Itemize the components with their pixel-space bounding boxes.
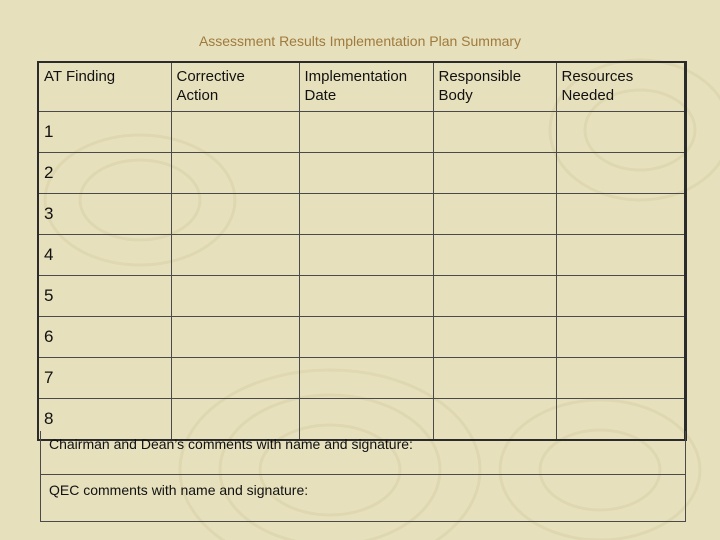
chairman-dean-comments-label: Chairman and Dean’s comments with name and signature: [49,436,413,452]
row-number: 2 [38,153,171,194]
row-number: 5 [38,276,171,317]
table-header-row [38,62,685,112]
corrective-action-cell[interactable] [171,317,299,358]
table-row [38,153,685,194]
column-header-at-finding: AT Finding [38,62,171,112]
table-row [38,276,685,317]
implementation-date-cell[interactable] [299,235,433,276]
responsible-body-cell[interactable] [433,112,556,153]
corrective-action-cell[interactable] [171,153,299,194]
responsible-body-cell[interactable] [433,276,556,317]
implementation-date-cell[interactable] [299,153,433,194]
resources-needed-cell[interactable] [556,194,685,235]
column-header-implementation-date: Implementation Date [299,62,433,112]
implementation-date-cell[interactable] [299,276,433,317]
table-row [38,112,685,153]
responsible-body-cell[interactable] [433,235,556,276]
responsible-body-cell[interactable] [433,153,556,194]
column-header-resources-needed: Resources Needed [556,62,685,112]
implementation-plan-table [37,61,687,441]
implementation-date-cell[interactable] [299,317,433,358]
qec-comments[interactable] [41,475,685,521]
row-number: 1 [38,112,171,153]
implementation-date-cell[interactable] [299,194,433,235]
row-number: 6 [38,317,171,358]
resources-needed-cell[interactable] [556,153,685,194]
corrective-action-cell[interactable] [171,235,299,276]
corrective-action-cell[interactable] [171,276,299,317]
implementation-date-cell[interactable] [299,358,433,399]
corrective-action-cell[interactable] [171,358,299,399]
chairman-dean-comments[interactable] [41,431,685,475]
table-row [38,194,685,235]
row-number: 3 [38,194,171,235]
corrective-action-cell[interactable] [171,112,299,153]
comments-section [40,431,686,522]
row-number: 4 [38,235,171,276]
resources-needed-cell[interactable] [556,317,685,358]
implementation-date-cell[interactable] [299,112,433,153]
column-header-corrective-action: Corrective Action [171,62,299,112]
table-row [38,358,685,399]
corrective-action-cell[interactable] [171,194,299,235]
page-title: Assessment Results Implementation Plan Summary [198,33,522,49]
row-number: 7 [38,358,171,399]
resources-needed-cell[interactable] [556,358,685,399]
resources-needed-cell[interactable] [556,235,685,276]
resources-needed-cell[interactable] [556,276,685,317]
responsible-body-cell[interactable] [433,317,556,358]
responsible-body-cell[interactable] [433,358,556,399]
qec-comments-label: QEC comments with name and signature: [49,482,309,498]
row-number: 8 [38,399,171,441]
table-row [38,317,685,358]
responsible-body-cell[interactable] [433,194,556,235]
table-row [38,235,685,276]
column-header-responsible-body: Responsible Body [433,62,556,112]
resources-needed-cell[interactable] [556,112,685,153]
